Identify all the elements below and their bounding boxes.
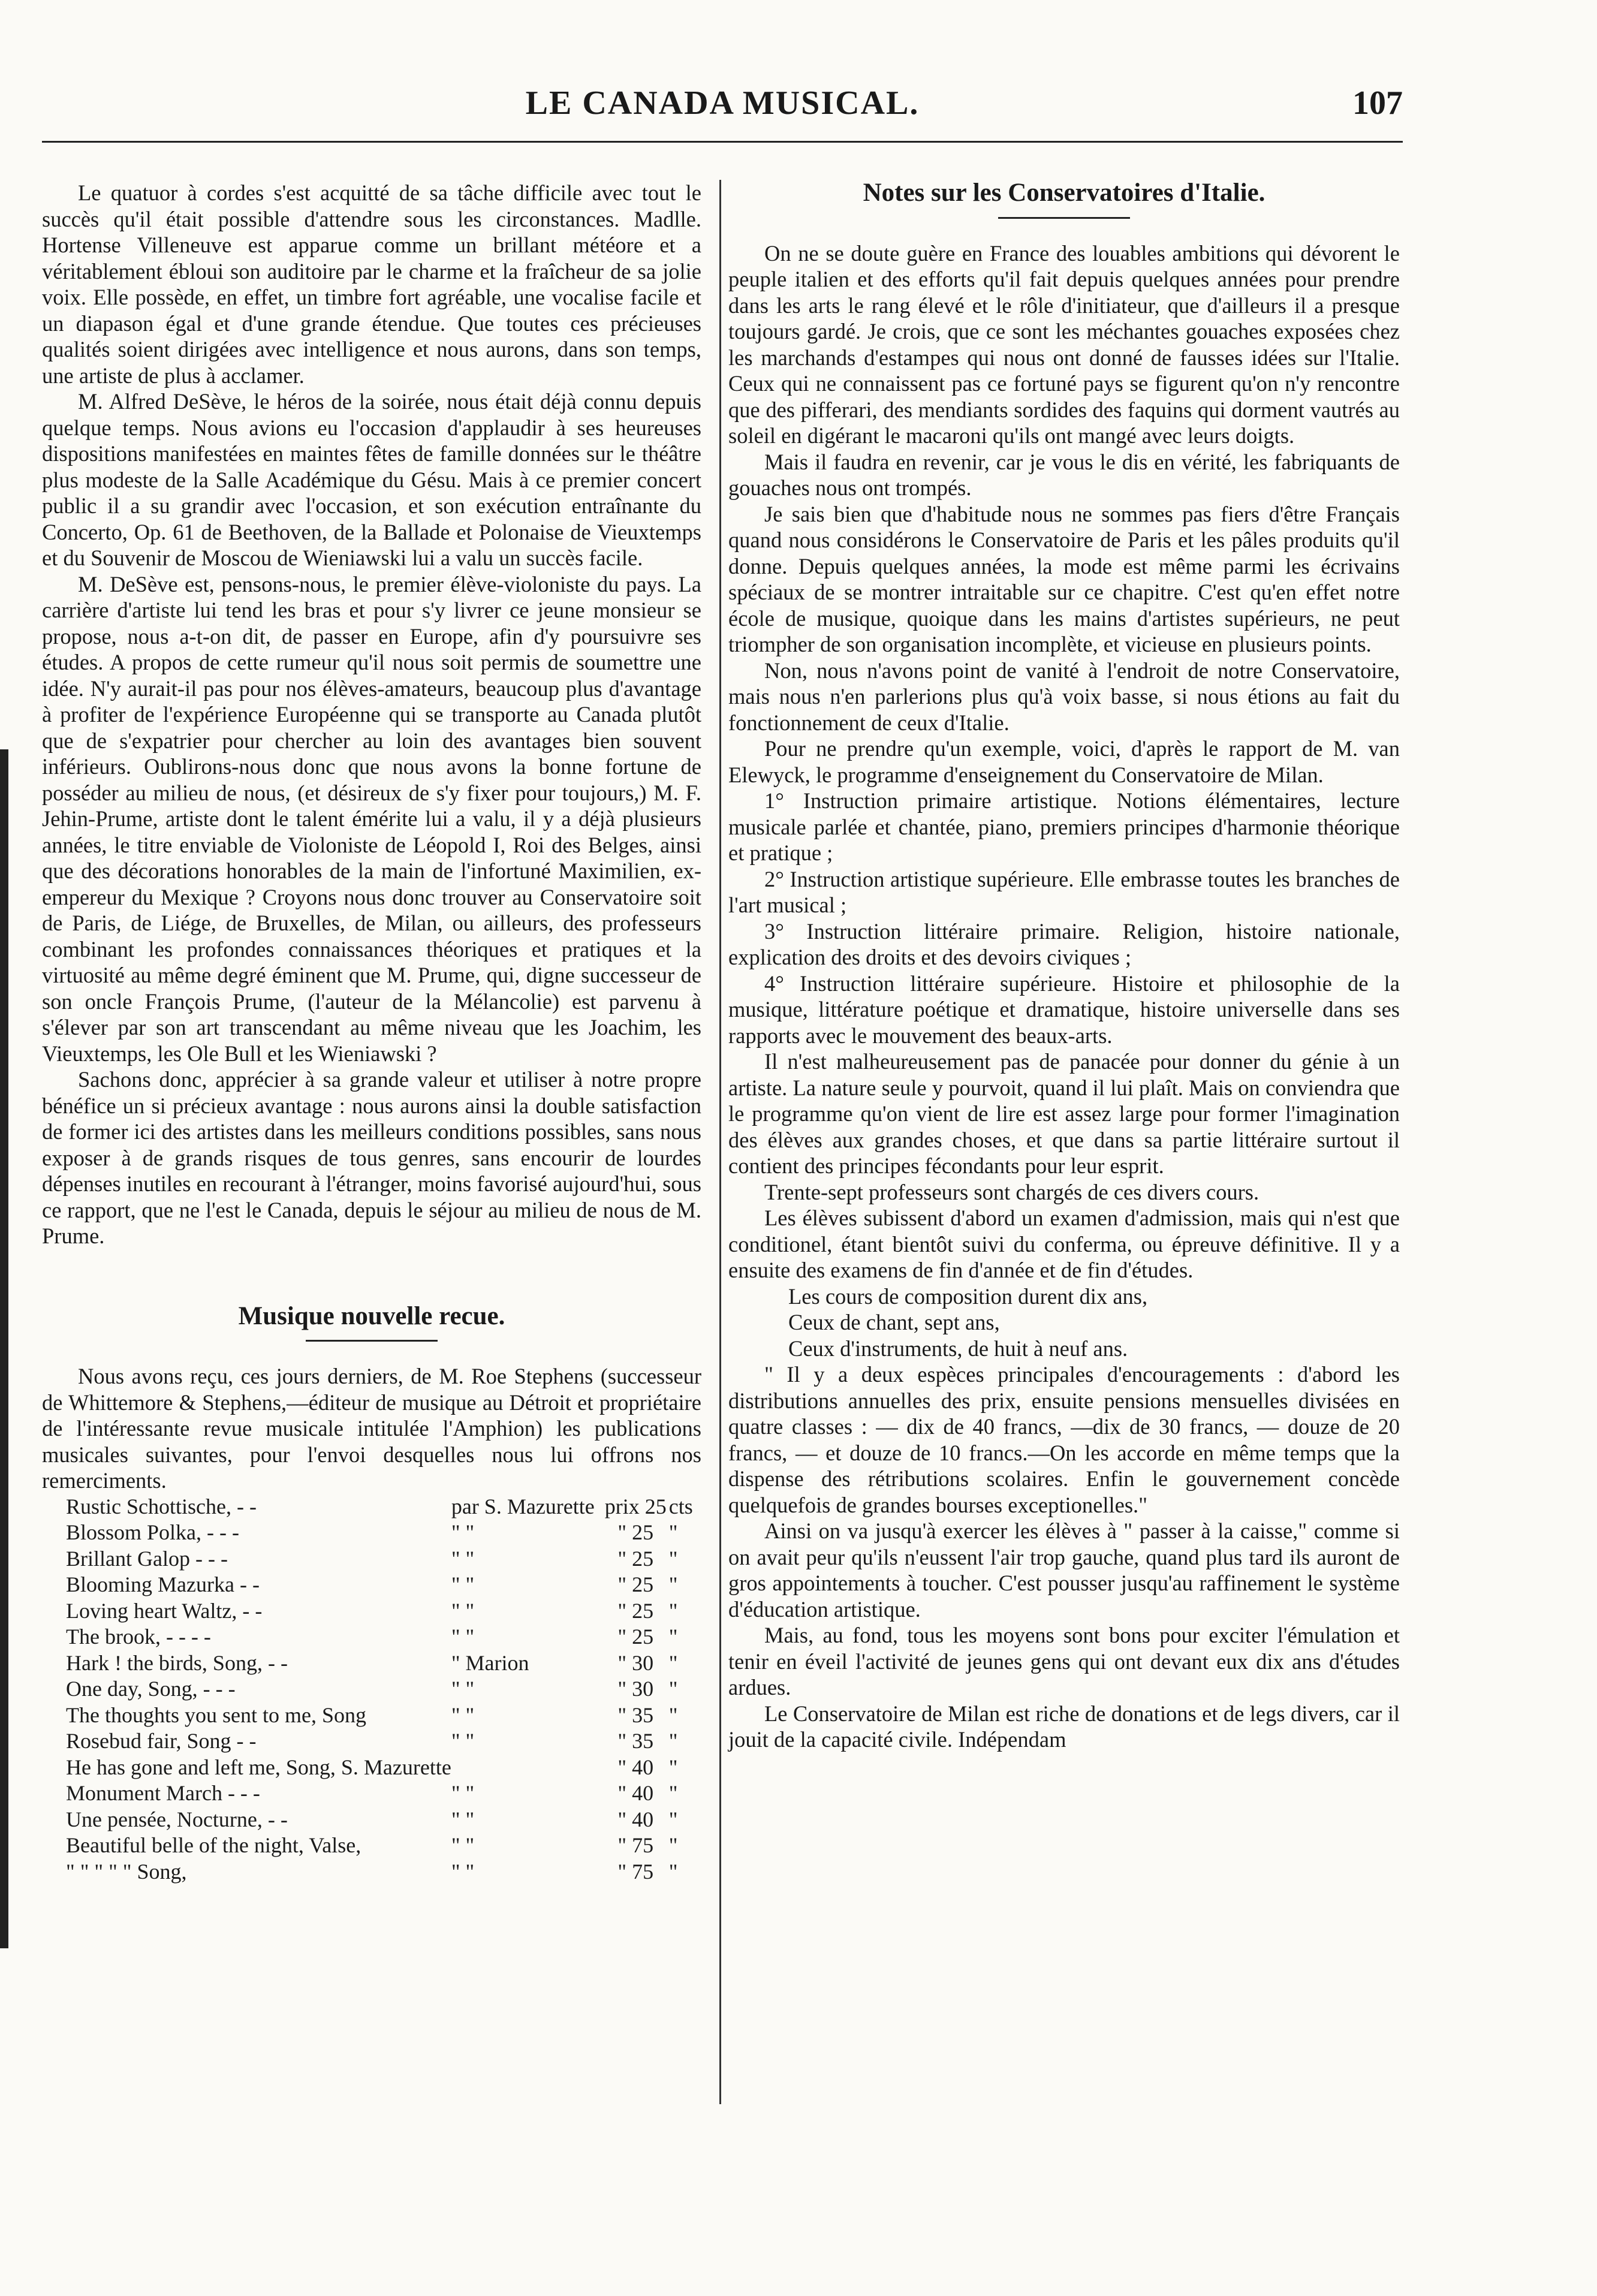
music-price-unit: " <box>668 1833 678 1857</box>
music-title: Hark ! the birds, Song, - - <box>66 1650 288 1675</box>
music-price: " 40 <box>617 1755 654 1779</box>
music-composer: " " <box>451 1625 475 1649</box>
music-title: Blooming Mazurka - - <box>66 1572 260 1596</box>
right-column <box>728 180 1400 1753</box>
music-price: " 35 <box>617 1729 654 1753</box>
paragraph: Mais il faudra en revenir, car je vous le dis en vérité, les fabriquants de gouaches nous ont trompés. <box>728 449 1400 500</box>
music-composer <box>451 1755 602 1781</box>
music-price-unit: " <box>668 1677 678 1701</box>
music-price: " 25 <box>617 1625 654 1649</box>
music-title: Rustic Schottische, - - <box>66 1494 257 1518</box>
music-composer: " " <box>451 1703 475 1727</box>
music-price-unit: " <box>668 1520 678 1544</box>
music-price: " 40 <box>617 1781 654 1805</box>
music-composer: " " <box>451 1807 475 1831</box>
music-title: Loving heart Waltz, - - <box>66 1598 263 1623</box>
music-price: " 40 <box>617 1807 654 1831</box>
music-price: " 25 <box>617 1598 654 1623</box>
music-price-unit: " <box>668 1729 678 1753</box>
music-list-row <box>66 1807 695 1833</box>
music-title: Rosebud fair, Song - - <box>66 1729 257 1753</box>
music-composer: " " <box>451 1781 475 1805</box>
music-composer: " " <box>451 1572 475 1596</box>
music-list-row <box>66 1676 695 1703</box>
music-list-row <box>66 1598 695 1625</box>
paragraph: Les élèves subissent d'abord un examen d'admission, mais qui n'est que conditionel, étant bientôt suivi du conferma, ou épreuve définitive. Il y a ensuite des examens de fin d'année et de fin d'études. <box>728 1206 1400 1282</box>
music-composer: " " <box>451 1546 475 1571</box>
paragraph: Trente-sept professeurs sont chargés de ces divers cours. <box>764 1179 1259 1204</box>
music-price: " 25 <box>617 1572 654 1596</box>
music-price: " 75 <box>617 1859 654 1884</box>
music-price-unit: " <box>668 1598 678 1623</box>
music-composer: " " <box>451 1833 475 1857</box>
music-title: The thoughts you sent to me, Song <box>66 1703 366 1727</box>
heading-rule <box>998 217 1130 219</box>
music-composer: " " <box>451 1677 475 1701</box>
course-length: Les cours de composition durent dix ans, <box>788 1283 1148 1309</box>
music-list-row <box>66 1572 695 1598</box>
paragraph: Le quatuor à cordes s'est acquitté de sa tâche difficile avec tout le succès qu'il était possible d'attendre sous les circonstances. Madlle. Hortense Villeneuve est apparue comme un brillant météore et a véritablement ébloui son auditoire par le charme et la fraîcheur de sa jolie voix. Elle possède, en effet, un timbre fort agréable, une vocalise facile et un diapason égal et d'une grande étendue. Que toutes ces précieuses qualités soient dirigées avec intelligence et nous aurons, dans son temps, une artiste de plus à acclamer. <box>42 180 701 388</box>
music-list-row <box>66 1546 695 1572</box>
music-list-row <box>66 1755 695 1781</box>
music-composer: par S. Mazurette <box>451 1494 595 1518</box>
paragraph: M. DeSève est, pensons-nous, le premier élève-violoniste du pays. La carrière d'artiste lui tend les bras et pour s'y livrer ce jeune monsieur se propose, nous a-t-on dit, de passer en Europe, afin d'y poursuivre ses études. A propos de cette rumeur qu'il nous soit permis de soumettre une idée. N'y aurait-il pas pour nos élèves-amateurs, beaucoup plus d'avantage à profiter de l'expérience Européenne qui se transporte au Canada plutôt que de s'expatrier pour chercher au loin des avantages bien souvent inférieurs. Oublirons-nous donc que nous avons la bonne fortune de posséder au milieu de nous, (et désireux de s'y fixer pour toujours,) M. F. Jehin-Prume, artiste dont le talent émérite lui a valu, il y a déjà plusieurs années, le titre enviable de Violoniste de Léopold I, Roi des Belges, ainsi que des décorations honorables de la main de l'infortuné Maximilien, ex-empereur du Mexique ? Croyons nous donc trouver au Conservatoire soit de Paris, de Liége, de Bruxelles, de Milan, ou ailleurs, des professeurs combinant les profondes connaissances théoriques et pratiques et la virtuosité au même degré éminent que M. Prume, qui, digne successeur de son oncle François Prume, (l'auteur de la Mélancolie) est parvenu à s'élever par son art transcendant au même niveau que les Joachim, les Vieuxtemps, les Ole Bull et les Wieniawski ? <box>42 571 701 1066</box>
section-heading-music: Musique nouvelle recue. <box>238 1301 505 1330</box>
music-title: Brillant Galop - - - <box>66 1546 228 1571</box>
music-title: Monument March - - - <box>66 1781 260 1805</box>
music-price-unit: " <box>668 1755 678 1779</box>
program-item: 1° Instruction primaire artistique. Notions élémentaires, lecture musicale parlée et chantée, piano, premiers principes d'harmonie théorique et pratique ; <box>728 788 1400 865</box>
music-price: " 30 <box>617 1650 654 1675</box>
music-price: " 25 <box>617 1520 654 1544</box>
music-list-row <box>66 1494 695 1520</box>
music-price: " 35 <box>617 1703 654 1727</box>
paragraph: Sachons donc, apprécier à sa grande valeur et utiliser à notre propre bénéfice un si précieux avantage : nous aurons ainsi la double satisfaction de former ici des artistes dans les meilleurs conditions possibles, sans nous exposer à de grands risques de tous genres, sans encourir de lourdes dépenses inutiles en recourant à l'étranger, moins favorisé aujourd'hui, sous ce rapport, que ne l'est le Canada, depuis le séjour au milieu de nous de M. Prume. <box>42 1067 701 1248</box>
music-price-unit: cts <box>668 1494 693 1518</box>
section-heading-conservatoires: Notes sur les Conservatoires d'Italie. <box>863 179 1265 207</box>
music-price: " 75 <box>617 1833 654 1857</box>
music-title: Beautiful belle of the night, Valse, <box>66 1833 361 1857</box>
music-list-row <box>66 1650 695 1677</box>
music-price-unit: " <box>668 1572 678 1596</box>
paragraph: " Il y a deux espèces principales d'encouragements : d'abord les distributions annuelles des prix, ensuite pensions mensuelles divisées en quatre classes : — dix de 40 francs, —dix de 30 francs, — douze de 20 francs, — et douze de 10 francs.—On les accorde en même temps que la dispense des rétributions scolaires. Enfin le gouvernement concède quelquefois de grandes bourses exceptionelles." <box>728 1362 1400 1517</box>
music-price-unit: " <box>668 1546 678 1571</box>
column-divider <box>719 180 721 2104</box>
music-price-unit: " <box>668 1859 678 1884</box>
music-price: " 25 <box>617 1546 654 1571</box>
music-price-unit: " <box>668 1781 678 1805</box>
paragraph: Le Conservatoire de Milan est riche de donations et de legs divers, car il jouit de la capacité civile. Indépendam <box>728 1701 1400 1752</box>
program-item: 3° Instruction littéraire primaire. Religion, histoire nationale, explication des droits et des devoirs civiques ; <box>728 918 1400 969</box>
music-price: prix 25 <box>604 1494 667 1518</box>
course-length: Ceux de chant, sept ans, <box>788 1310 1000 1334</box>
music-list <box>66 1494 695 1885</box>
music-price-unit: " <box>668 1650 678 1675</box>
music-title: The brook, - - - - <box>66 1625 211 1649</box>
journal-title: LE CANADA MUSICAL. <box>525 85 920 122</box>
music-title: He has gone and left me, Song, S. Mazurette <box>66 1755 451 1779</box>
music-composer: " Marion <box>451 1650 529 1675</box>
music-list-row <box>66 1520 695 1546</box>
paragraph: M. Alfred DeSève, le héros de la soirée, nous était déjà connu depuis quelque temps. Nous avions eu l'occasion d'applaudir à ses heureuses dispositions manifestées en maintes fêtes de famille données sur le théâtre plus modeste de la Salle Académique du Gésu. Mais à ce premier concert public il a su grandir avec l'occasion, et son exécution entraînante du Concerto, Op. 61 de Beethoven, de la Ballade et Polonaise de Vieuxtemps et du Souvenir de Moscou de Wieniawski lui a valu un succès facile. <box>42 389 701 570</box>
paragraph: Nous avons reçu, ces jours derniers, de M. Roe Stephens (successeur de Whittemore & Stephens,—éditeur de musique au Détroit et propriétaire de l'intéressante revue musicale intitulée l'Amphion) les publications musicales suivantes, pour l'envoi desquelles nous lui offrons nos remerciments. <box>42 1364 701 1493</box>
music-price: " 30 <box>617 1677 654 1701</box>
paragraph: Il n'est malheureusement pas de panacée pour donner du génie à un artiste. La nature seule y pourvoit, quand il lui plaît. Mais on conviendra que le programme qu'on vient de lire est assez large pour former l'imagination des élèves aux grandes choses, et que dans sa partie littéraire surtout il contient des principes fécondants pour leur esprit. <box>728 1049 1400 1178</box>
music-list-row <box>66 1780 695 1807</box>
music-title: Blossom Polka, - - - <box>66 1520 240 1544</box>
music-list-row <box>66 1703 695 1729</box>
page-number: 107 <box>1352 85 1403 122</box>
paragraph: Ainsi on va jusqu'à exercer les élèves à " passer à la caisse," comme si on avait peur qu'ils n'eussent l'air trop gauche, quand plus tard ils auront de gros appointements à toucher. C'est pousser jusqu'au raffinement le système d'éducation artistique. <box>728 1518 1400 1622</box>
music-list-row <box>66 1624 695 1650</box>
music-price-unit: " <box>668 1625 678 1649</box>
page-header <box>42 84 1403 138</box>
music-list-row <box>66 1859 695 1885</box>
music-price-unit: " <box>668 1807 678 1831</box>
heading-rule <box>306 1340 438 1342</box>
paragraph: Non, nous n'avons point de vanité à l'endroit de notre Conservatoire, mais nous n'en parlerions plus qu'à voix basse, si nous étions au fait du fonctionnement de ceux d'Italie. <box>728 658 1400 735</box>
music-title: Une pensée, Nocturne, - - <box>66 1807 288 1831</box>
music-composer: " " <box>451 1598 475 1623</box>
paragraph: Je sais bien que d'habitude nous ne sommes pas fiers d'être Français quand nous considérons le Conservatoire de Paris et les pâles produits qu'il donne. Depuis quelques années, la mode est même parmi les écrivains spéciaux de se montrer intraitable sur ce chapitre. C'est qu'en effet notre école de musique, quoique dans les mains d'artistes supérieurs, ne peut triompher de son organisation incomplète, et vicieuse en plusieurs points. <box>728 501 1400 656</box>
paragraph: Pour ne prendre qu'un exemple, voici, d'après le rapport de M. van Elewyck, le programme d'enseignement du Conservatoire de Milan. <box>728 736 1400 787</box>
paragraph: Mais, au fond, tous les moyens sont bons pour exciter l'émulation et tenir en éveil l'activité de jeunes gens qui ont devant eux dix ans d'études ardues. <box>728 1623 1400 1700</box>
course-length: Ceux d'instruments, de huit à neuf ans. <box>788 1336 1128 1361</box>
music-list-row <box>66 1728 695 1755</box>
margin-bar <box>0 749 8 1948</box>
music-title: " " " " " Song, <box>66 1859 187 1884</box>
music-title: One day, Song, - - - <box>66 1677 236 1701</box>
music-price-unit: " <box>668 1703 678 1727</box>
music-list-row <box>66 1833 695 1859</box>
program-item: 2° Instruction artistique supérieure. Elle embrasse toutes les branches de l'art musical ; <box>728 866 1400 917</box>
music-composer: " " <box>451 1520 475 1544</box>
program-item: 4° Instruction littéraire supérieure. Histoire et philosophie de la musique, littérature poétique et dramatique, histoire universelle dans ses rapports avec le mouvement des beaux-arts. <box>728 971 1400 1048</box>
header-rule <box>42 141 1403 143</box>
music-composer: " " <box>451 1859 475 1884</box>
music-composer: " " <box>451 1729 475 1753</box>
left-column <box>42 180 701 1885</box>
spacer <box>42 1249 701 1303</box>
paragraph: On ne se doute guère en France des louables ambitions qui dévorent le peuple italien et des efforts qu'il fait depuis quelques années pour prendre dans les arts le rang élevé et le rôle d'initiateur, que d'ailleurs il a presque toujours gardé. Je crois, que ce sont les méchantes gouaches exposées chez les marchands d'estampes qui nous ont donné de fausses idées sur l'Italie. Ceux qui ne connaissent pas ce fortuné pays se figurent qu'on n'y rencontre que des pifferari, des mendiants sordides des faquins qui dorment vautrés au soleil en digérant le macaroni qu'ils ont mangé avec leurs doigts. <box>728 240 1400 448</box>
